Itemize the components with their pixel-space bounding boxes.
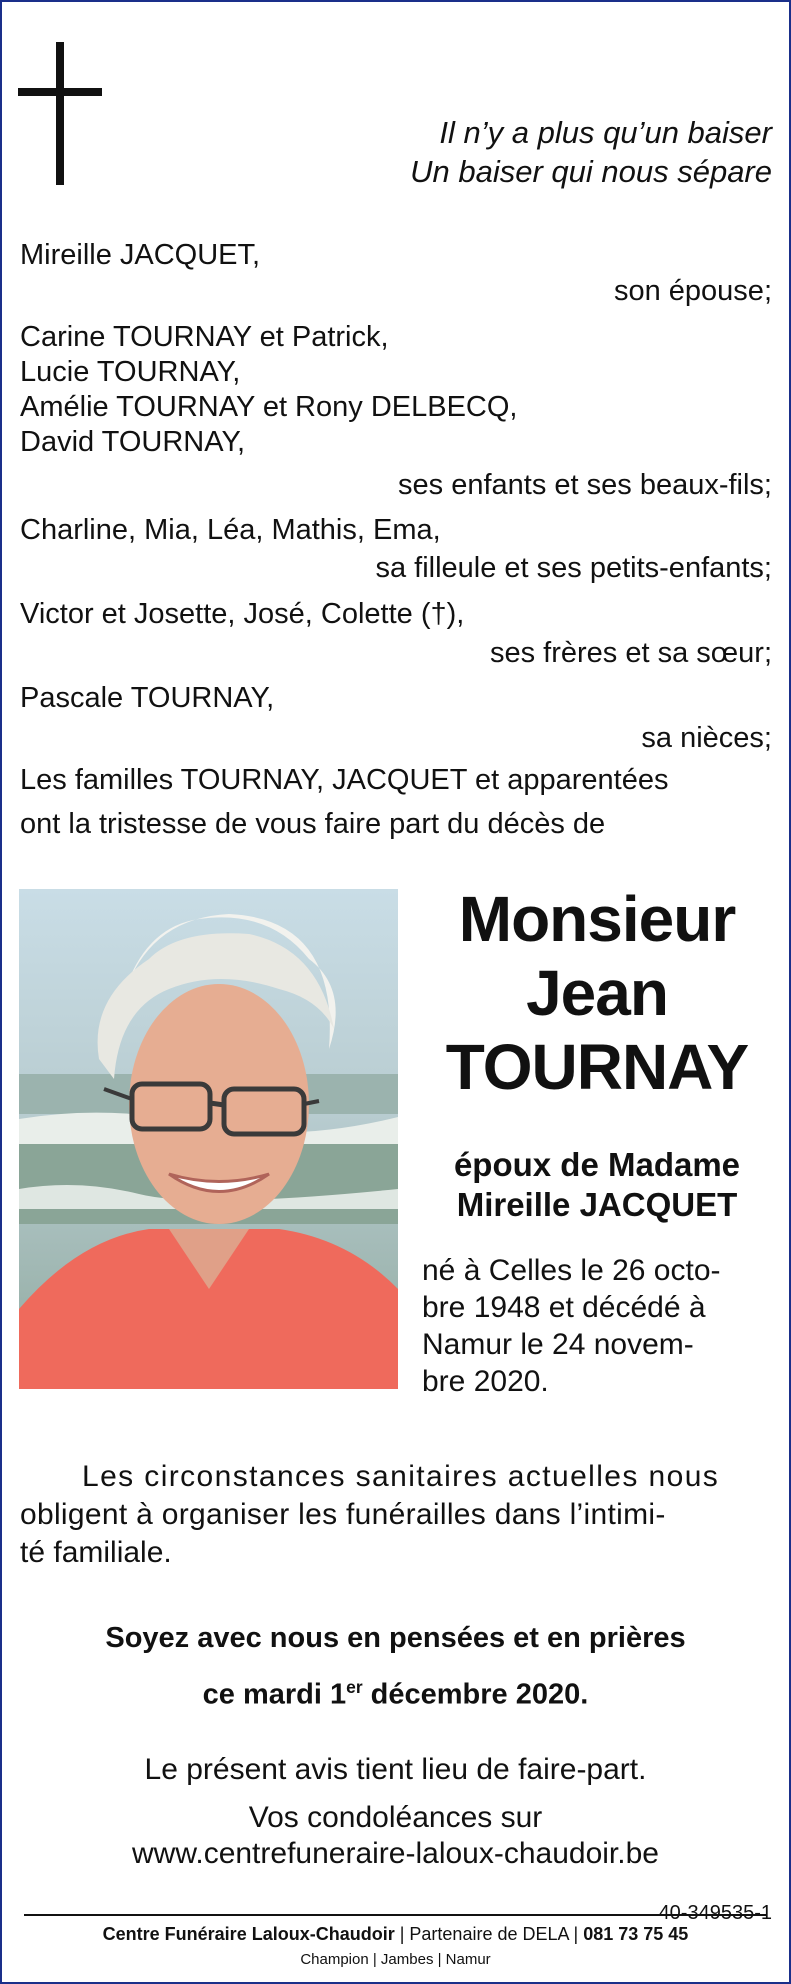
- footer-divider: [24, 1914, 767, 1916]
- faire-part-note: Le présent avis tient lieu de faire-part.: [144, 1753, 647, 1786]
- notice-line: Les circonstances sanitaires actuelles nous: [82, 1460, 720, 1493]
- deceased-name: [422, 882, 772, 1104]
- ceremony-date-post: décembre 2020.: [362, 1678, 589, 1711]
- company-name: Centre Funéraire Laloux-Chaudoir: [102, 1924, 395, 1944]
- epigraph: [410, 113, 772, 191]
- child-name: Amélie TOURNAY et Rony DELBECQ,: [20, 391, 518, 423]
- deceased-last-name: TOURNAY: [445, 1031, 749, 1103]
- epigraph-line: Un baiser qui nous sépare: [410, 154, 772, 189]
- notice-line: té familiale.: [20, 1536, 172, 1569]
- dates-line: bre 2020.: [422, 1365, 549, 1398]
- siblings-names: Victor et Josette, José, Colette (†),: [20, 598, 465, 630]
- dates-line: né à Celles le 26 octo-: [422, 1254, 721, 1287]
- dates-line: Namur le 24 novem-: [422, 1328, 694, 1361]
- child-name: Carine TOURNAY et Patrick,: [20, 321, 389, 353]
- epigraph-line: Il n’y a plus qu’un baiser: [439, 115, 772, 150]
- grandchildren-relation: sa filleule et ses petits-enfants;: [375, 552, 772, 584]
- sanitary-notice: [20, 1458, 774, 1572]
- dates-line: bre 1948 et décédé à: [422, 1291, 706, 1324]
- deceased-title: Monsieur: [458, 883, 736, 955]
- ceremony-line: Soyez avec nous en pensées et en prières: [105, 1622, 686, 1654]
- notice-line: obligent à organiser les funérailles dans l’intimi-: [20, 1498, 666, 1531]
- spouse-line: Mireille JACQUET: [456, 1186, 738, 1223]
- child-name: Lucie TOURNAY,: [20, 356, 241, 388]
- separator: |: [399, 1924, 410, 1944]
- spouse-name: Mireille JACQUET,: [20, 239, 261, 271]
- deceased-spouse: [422, 1145, 772, 1225]
- grandchildren-names: Charline, Mia, Léa, Mathis, Ema,: [20, 514, 441, 546]
- deceased-photo: [19, 889, 398, 1389]
- families-line: ont la tristesse de vous faire part du décès de: [20, 808, 606, 840]
- footer-locations: Champion | Jambes | Namur: [300, 1951, 491, 1968]
- child-name: David TOURNAY,: [20, 426, 246, 458]
- families-line: Les familles TOURNAY, JACQUET et apparentées: [20, 764, 669, 796]
- spouse-relation: son épouse;: [613, 275, 772, 307]
- spouse-line: époux de Madame: [453, 1146, 741, 1183]
- niece-relation: sa nièces;: [641, 722, 772, 754]
- condolences-label: Vos condoléances sur: [248, 1801, 543, 1834]
- children-relation: ses enfants et ses beaux-fils;: [398, 469, 772, 501]
- birth-death-dates: [422, 1252, 774, 1400]
- reference-number: 40-349535-1: [658, 1902, 772, 1924]
- ceremony-date-pre: ce mardi 1: [202, 1678, 347, 1711]
- footer-company-line: [2, 1924, 789, 1945]
- ceremony-date-sup: er: [346, 1677, 363, 1697]
- condolences-website-link[interactable]: www.centrefuneraire-laloux-chaudoir.be: [132, 1837, 659, 1870]
- partner-label: Partenaire de DELA: [409, 1924, 569, 1944]
- ceremony-date: [2, 1663, 789, 1719]
- siblings-relation: ses frères et sa sœur;: [489, 637, 772, 669]
- niece-name: Pascale TOURNAY,: [20, 682, 275, 714]
- phone-number: 081 73 75 45: [583, 1924, 689, 1944]
- separator: |: [573, 1924, 584, 1944]
- deceased-first-name: Jean: [526, 957, 668, 1029]
